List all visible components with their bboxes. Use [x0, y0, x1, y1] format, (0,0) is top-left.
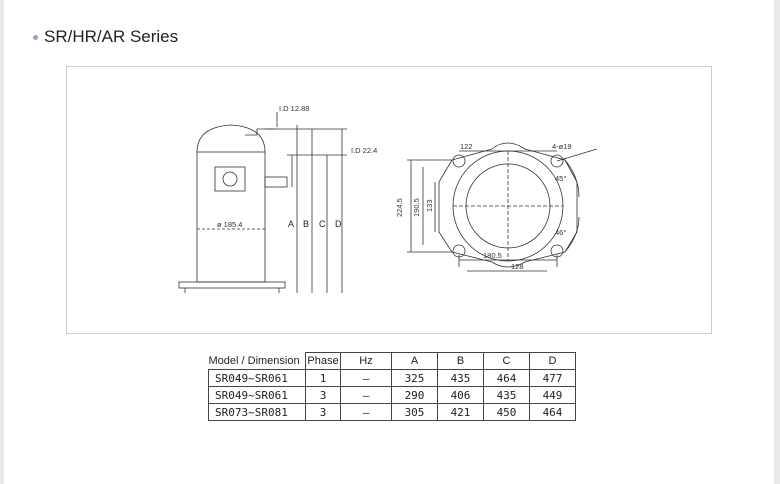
cell-phase: 3 — [306, 404, 341, 421]
header-c: C — [484, 353, 530, 370]
cell-b: 421 — [438, 404, 484, 421]
dim-133-label: 133 — [425, 199, 434, 212]
cell-hz: — — [341, 387, 392, 404]
header-b: B — [438, 353, 484, 370]
dim-128-label: 128 — [511, 262, 524, 271]
angle-top-label: 45° — [555, 174, 567, 183]
dim-a-label: A — [288, 219, 295, 229]
section-heading — [33, 26, 178, 48]
section-title: SR/HR/AR Series — [44, 27, 179, 46]
table-row — [209, 387, 576, 404]
header-phase: Phase — [306, 353, 341, 370]
table-row — [209, 370, 576, 387]
header-d: D — [530, 353, 576, 370]
terminal-cap — [223, 172, 237, 186]
dim-b-label: B — [303, 219, 310, 229]
dim-122-label: 122 — [460, 142, 473, 151]
header-a: A — [392, 353, 438, 370]
cell-a: 325 — [392, 370, 438, 387]
discharge-tube — [245, 129, 275, 135]
terminal-box — [215, 167, 245, 191]
id-top-label: I.D 12.88 — [279, 104, 310, 113]
technical-drawing — [66, 66, 712, 334]
mount-hole — [453, 155, 465, 167]
cell-model: SR049~SR061 — [209, 370, 306, 387]
cell-phase: 1 — [306, 370, 341, 387]
table-header-row — [209, 353, 576, 370]
dim-d-label: D — [335, 219, 342, 229]
cell-a: 290 — [392, 387, 438, 404]
cell-hz: — — [341, 404, 392, 421]
dim-180-label: 180.5 — [483, 251, 502, 260]
cell-c: 464 — [484, 370, 530, 387]
header-model: Model / Dimension — [209, 353, 306, 370]
holes-label: 4-ø19 — [552, 142, 572, 151]
header-hz: Hz — [341, 353, 392, 370]
compressor-dome — [197, 125, 265, 152]
cell-b: 435 — [438, 370, 484, 387]
dim-c-label: C — [319, 219, 326, 229]
dim-190-label: 190.5 — [412, 198, 421, 217]
cell-d: 464 — [530, 404, 576, 421]
cell-model: SR049~SR061 — [209, 387, 306, 404]
dimension-table — [208, 352, 576, 421]
cell-c: 450 — [484, 404, 530, 421]
base-plate — [179, 282, 285, 288]
cell-model: SR073~SR081 — [209, 404, 306, 421]
angle-bottom-label: 46° — [555, 228, 567, 237]
cell-a: 305 — [392, 404, 438, 421]
cell-hz: — — [341, 370, 392, 387]
cell-b: 406 — [438, 387, 484, 404]
id-side-label: I.D 22.4 — [351, 146, 378, 155]
dim-224-label: 224.5 — [395, 198, 404, 217]
bullet-icon — [33, 35, 38, 40]
compressor-body — [197, 152, 265, 282]
cell-phase: 3 — [306, 387, 341, 404]
diameter-label: ø 185.4 — [217, 220, 243, 229]
cell-c: 435 — [484, 387, 530, 404]
table-row — [209, 404, 576, 421]
cell-d: 449 — [530, 387, 576, 404]
suction-tube — [265, 177, 287, 187]
cell-d: 477 — [530, 370, 576, 387]
drawing-svg — [67, 67, 713, 335]
